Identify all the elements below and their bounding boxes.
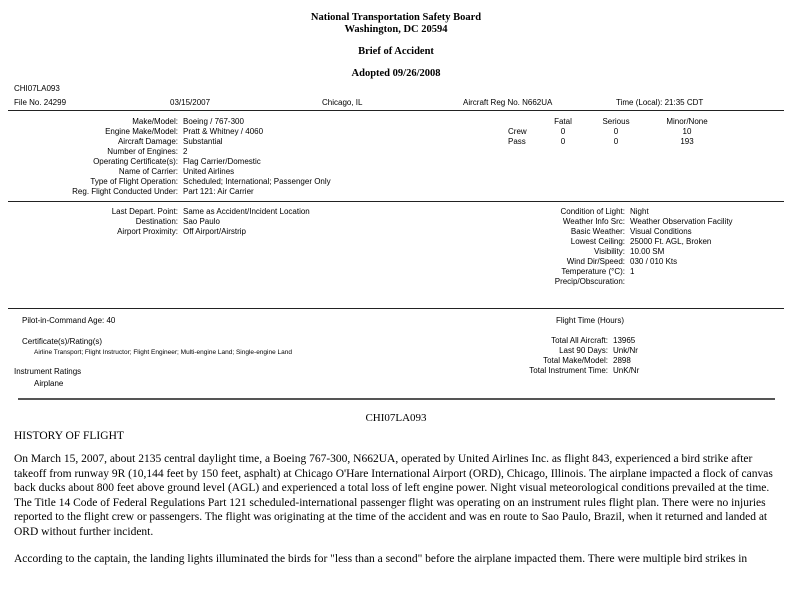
field-label: Reg. Flight Conducted Under: (72, 187, 178, 196)
field-row (0, 167, 331, 177)
aircraft-registration: Aircraft Reg No. N662UA (463, 98, 553, 107)
divider-line (8, 201, 784, 202)
itinerary-block (0, 207, 310, 237)
injury-col-header: Fatal (554, 117, 572, 126)
ntsb-id: CHI07LA093 (14, 84, 60, 93)
field-label: Number of Engines: (107, 147, 178, 156)
section-divider-line (18, 398, 775, 400)
injury-row-crew (498, 127, 726, 137)
field-value: Unk/Nr (613, 346, 638, 355)
field-label: Destination: (135, 217, 178, 226)
field-value: 10.00 SM (630, 247, 665, 256)
field-row (420, 247, 733, 257)
field-label: Make/Model: (132, 117, 178, 126)
instrument-ratings-detail: Airplane (34, 379, 64, 388)
injury-row-pass (498, 137, 726, 147)
field-row (420, 227, 733, 237)
file-number: File No. 24299 (14, 98, 67, 107)
field-value: Flag Carrier/Domestic (183, 157, 261, 166)
field-label: Wind Dir/Speed: (566, 257, 625, 266)
field-label: Last 90 Days: (559, 346, 608, 355)
field-value: 25000 Ft. AGL, Broken (630, 237, 712, 246)
document-type: Brief of Accident (358, 46, 434, 57)
field-value: 2898 (613, 356, 631, 365)
field-row (420, 366, 760, 376)
field-row (0, 117, 331, 127)
field-label: Basic Weather: (570, 227, 625, 236)
field-row (0, 137, 331, 147)
injury-value: 0 (613, 127, 619, 136)
field-label: Type of Flight Operation: (90, 177, 178, 186)
narrative-paragraph: According to the captain, the landing lights illuminated the birds for "less than a second" before the airplane impacted them. There were multiple bird strikes in (14, 553, 748, 565)
field-value: Weather Observation Facility (630, 217, 733, 226)
field-value: Scheduled; International; Passenger Only (183, 177, 331, 186)
field-label: Precip/Obscuration: (554, 277, 625, 286)
field-label: Lowest Ceiling: (570, 237, 625, 246)
field-label: Operating Certificate(s): (93, 157, 178, 166)
field-row (0, 207, 310, 217)
field-row (420, 237, 733, 247)
field-label: Total Instrument Time: (529, 366, 608, 375)
field-row (0, 127, 331, 137)
divider-line (8, 110, 784, 111)
field-label: Total Make/Model: (543, 356, 608, 365)
aircraft-info-block (0, 117, 331, 197)
field-row (420, 217, 733, 227)
pilot-age: Pilot-in-Command Age: 40 (22, 316, 116, 325)
injury-header-row (498, 117, 726, 127)
field-row (420, 257, 733, 267)
injury-value: 0 (613, 137, 619, 146)
field-value: United Airlines (183, 167, 235, 176)
injury-col-header: Minor/None (666, 117, 708, 126)
field-value: Part 121: Air Carrier (183, 187, 254, 196)
certificates-detail: Airline Transport; Flight Instructor; Flight Engineer; Multi-engine Land; Single-engine Land (34, 349, 292, 356)
instrument-ratings-heading: Instrument Ratings (14, 367, 82, 376)
field-row (0, 147, 331, 157)
field-label: Aircraft Damage: (117, 137, 178, 146)
field-value: 1 (630, 267, 635, 276)
injury-row-label: Crew (508, 127, 527, 136)
field-row (420, 336, 760, 346)
field-label: Last Depart. Point: (111, 207, 178, 216)
field-value: Boeing / 767-300 (183, 117, 244, 126)
field-row (420, 356, 760, 366)
local-time: Time (Local): 21:35 CDT (616, 98, 704, 107)
weather-block (420, 207, 733, 287)
narrative-paragraph: On March 15, 2007, about 2135 central daylight time, a Boeing 767-300, N662UA, operated by United Airlines Inc. as flight 843, experienced a bird strike after takeoff from runway 9R (10,144 feet by 150 feet, asphalt) at Chicago O'Hare International Airport (ORD), Chicago, Illinois. The airplane impacted a flock of canvas back ducks about 800 feet above ground level (AGL) and experienced a total loss of left engine power. Night visual meteorological conditions prevailed at the time. The Title 14 Code of Federal Regulations Part 121 scheduled-international passenger flight was operating on an instrument rules flight plan. There were no injuries reported to the flight crew or passengers. The flight was originating at the time of the accident and was en route to Sao Paulo, Brazil, when it returned and landed at ORD without further incident. (14, 453, 773, 538)
field-value: UnK/Nr (613, 366, 640, 375)
field-label: Engine Make/Model: (105, 127, 178, 136)
accident-location: Chicago, IL (322, 98, 363, 107)
field-label: Visibility: (594, 247, 625, 256)
field-value: Visual Conditions (630, 227, 692, 236)
field-value: Same as Accident/Incident Location (183, 207, 310, 216)
injury-table (498, 117, 726, 147)
field-label: Temperature (°C): (561, 267, 625, 276)
field-row (0, 217, 310, 227)
field-row (0, 227, 310, 237)
injury-value: 0 (560, 127, 566, 136)
field-label: Name of Carrier: (118, 167, 178, 176)
injury-value: 10 (682, 127, 692, 136)
field-value: Sao Paulo (183, 217, 220, 226)
field-row (0, 157, 331, 167)
field-value: 13965 (613, 336, 636, 345)
field-row (420, 267, 733, 277)
field-label: Total All Aircraft: (551, 336, 608, 345)
field-value: 2 (183, 147, 188, 156)
injury-row-label: Pass (508, 137, 526, 146)
flight-time-heading: Flight Time (Hours) (555, 316, 624, 325)
field-value: Off Airport/Airstrip (183, 227, 246, 236)
field-row (0, 177, 331, 187)
injury-value: 193 (680, 137, 694, 146)
field-label: Weather Info Src: (562, 217, 625, 226)
field-row (420, 207, 733, 217)
document-header (0, 12, 792, 80)
certificates-heading: Certificate(s)/Rating(s) (22, 337, 103, 346)
accident-date: 03/15/2007 (170, 98, 211, 107)
adopted-date: Adopted 09/26/2008 (351, 68, 441, 79)
field-row (0, 187, 331, 197)
field-label: Airport Proximity: (117, 227, 178, 236)
divider-line (8, 308, 784, 309)
org-name: National Transportation Safety Board (310, 12, 482, 23)
narrative-doc-id: CHI07LA093 (365, 412, 427, 424)
field-row (420, 346, 760, 356)
section-title: HISTORY OF FLIGHT (14, 430, 124, 442)
field-value: Pratt & Whitney / 4060 (183, 127, 264, 136)
field-value: Night (630, 207, 649, 216)
org-address: Washington, DC 20594 (344, 24, 448, 35)
injury-value: 0 (560, 137, 566, 146)
field-value: 030 / 010 Kts (630, 257, 678, 266)
field-value: Substantial (183, 137, 223, 146)
field-label: Condition of Light: (560, 207, 625, 216)
flight-time-block (420, 316, 760, 376)
injury-col-header: Serious (602, 117, 630, 126)
field-row (420, 277, 733, 287)
pilot-block (14, 316, 292, 388)
